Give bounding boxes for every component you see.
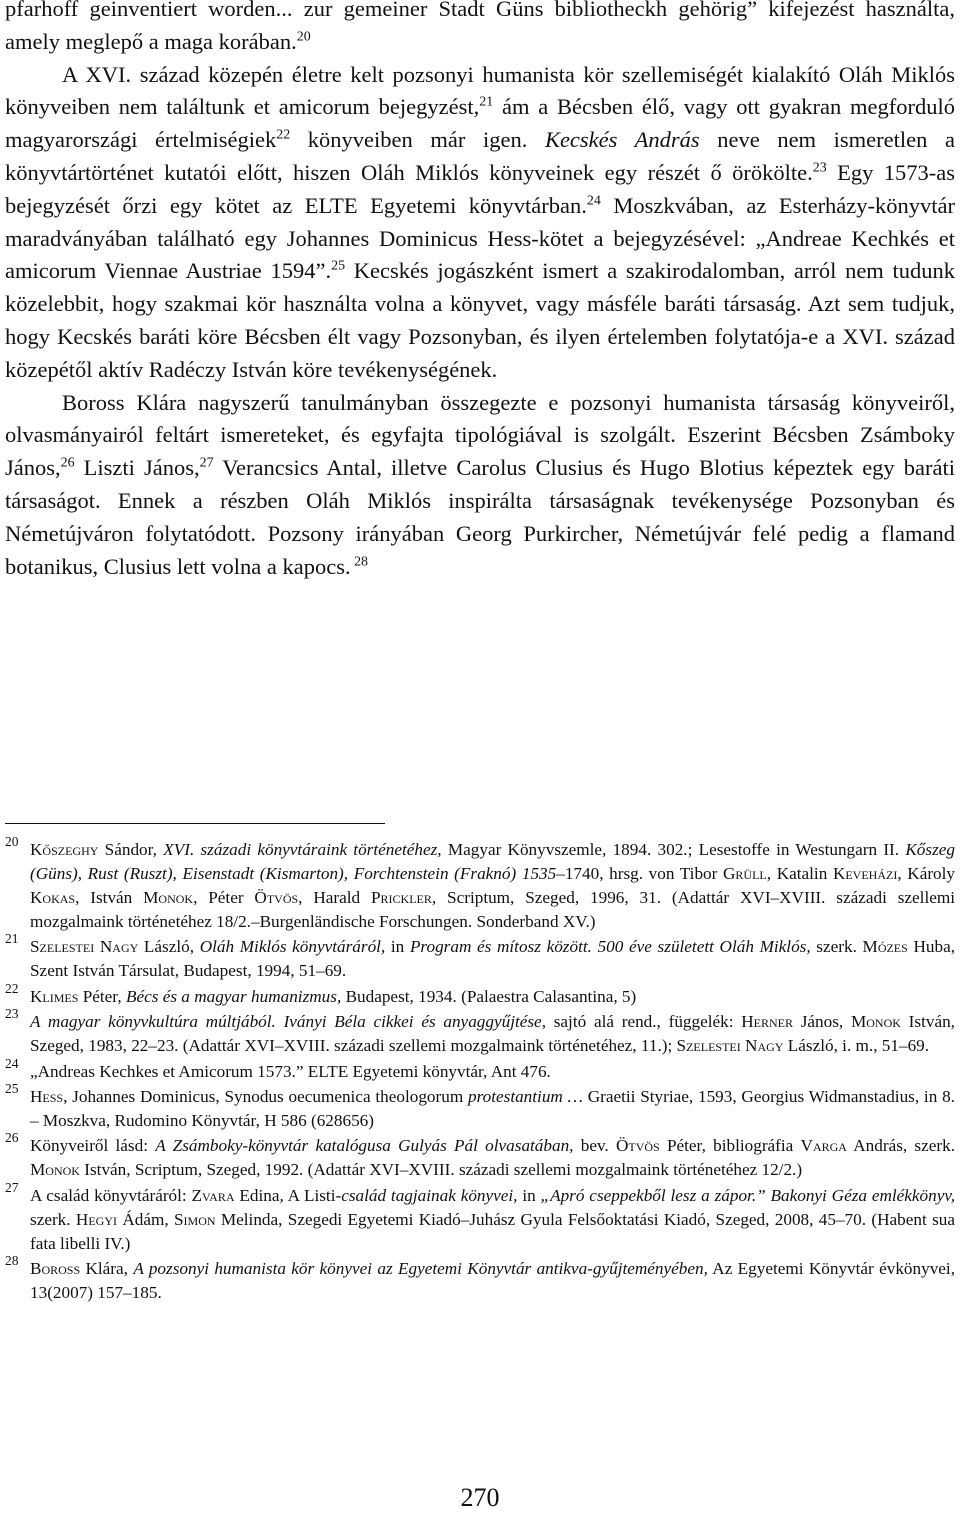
author-name: Zvara xyxy=(191,1185,235,1205)
text-run: Liszti János, xyxy=(74,455,200,481)
footnote-number: 28 xyxy=(5,1253,19,1269)
footnote-ref-28[interactable]: 28 xyxy=(350,553,369,569)
italic-title: protestantium … xyxy=(467,1087,583,1107)
text-run: Könyveiről lásd: xyxy=(30,1136,156,1156)
author-name: Hess xyxy=(30,1087,64,1107)
footnote-ref-23[interactable]: 23 xyxy=(812,160,827,176)
author-name: Monok xyxy=(850,1012,901,1032)
text-run: Péter, xyxy=(78,986,126,1006)
text-run: pfarhoff geinventiert worden... zur gemeiner Stadt Güns bibliotheckh gehörig” kifejezést használta, amely meglepő a maga korában. xyxy=(5,0,955,54)
paragraph-1 xyxy=(5,0,955,59)
footnote-number: 26 xyxy=(5,1130,19,1146)
footnote-23 xyxy=(5,1006,955,1058)
footnote-26 xyxy=(5,1130,955,1182)
text-run: Sándor, xyxy=(98,840,164,859)
text-run: szerk. xyxy=(30,1209,76,1229)
text-run: Boross Klára nagyszerű tanulmányban összegezte e pozsonyi humanista társaság könyveiről, olvasmányairól feltárt ismereteket, és egyfajta tipológiával is szolgált. Eszerint Bécsben Zsámboky János, xyxy=(5,389,955,481)
italic-title: „Apró cseppekből lesz a zápor.” Bakonyi Géza emlékkönyv, xyxy=(540,1185,956,1205)
footnote-number: 25 xyxy=(5,1081,19,1097)
footnote-27 xyxy=(5,1179,956,1256)
author-name: Hegyi xyxy=(75,1209,117,1229)
text-run: Ádám, xyxy=(116,1209,174,1229)
text-run: Magyar Könyvszemle, 1894. 302.; Lesestoffe in Westungarn II. xyxy=(441,840,906,859)
text-run: Péter, bibliográfia xyxy=(659,1136,801,1156)
italic-title: Oláh Miklós könyvtáráról, xyxy=(199,937,386,957)
text-run: in xyxy=(385,937,410,957)
footnote-ref-20[interactable]: 20 xyxy=(296,29,311,45)
text-run: , Károly xyxy=(897,863,956,883)
text-run: Edina, A Listi- xyxy=(234,1185,342,1205)
footnote-22 xyxy=(5,980,955,1009)
footnote-ref-24[interactable]: 24 xyxy=(586,193,601,209)
text-run: Kecskés jogászként ismert a szakirodalomban, arról nem tudunk közelebbit, hogy szakmai kör használta volna a könyvet, vagy másféle baráti társaság. Azt sem tudjuk, hogy Kecskés baráti köre Bécsben élt vagy Pozsonyban, és ilyen értelemben folytatója-e a XVI. század közepétől aktív Radéczy István köre tevékenységének. xyxy=(5,258,956,382)
text-run: István, Szeged, 1983, 22–23. (Adattár XVI–XVIII. századi szellemi mozgalmaink történetéhez, 11.); xyxy=(30,1012,955,1056)
footnote-24 xyxy=(5,1055,955,1084)
author-name: Klimes xyxy=(30,986,79,1006)
italic-title: A Zsámboky-könyvtár katalógusa Gulyás Pál olvasatában, xyxy=(155,1136,574,1156)
footnote-ref-25[interactable]: 25 xyxy=(331,258,346,274)
text-run: bev. xyxy=(573,1136,616,1156)
author-name: Keveházi xyxy=(832,863,898,883)
text-run: , István xyxy=(75,887,144,907)
text-run: szerk. xyxy=(810,937,863,957)
text-run: , Harald xyxy=(298,887,371,907)
footnotes xyxy=(5,834,956,1307)
main-text xyxy=(5,0,955,583)
text-run: in xyxy=(517,1185,541,1205)
footnote-ref-27[interactable]: 27 xyxy=(199,455,214,471)
text-run: Melinda, Szegedi Egyetemi Kiadó–Juhász Gyula Felsőoktatási Kiadó, Szeged, 2008, 45–70. (Habent sua fata libelli IV.) xyxy=(30,1209,955,1253)
footnote-number: 27 xyxy=(5,1179,19,1195)
author-name: Ötvös xyxy=(254,887,299,907)
text-run: Egy 1573-as bejegyzését őrzi egy kötet az ELTE Egyetemi könyvtárban. xyxy=(5,159,955,218)
text-run: László, xyxy=(138,937,200,957)
text-run: Klára, xyxy=(80,1259,134,1279)
text-run: neve nem ismeretlen a könyvtártörténet kutatói előtt, hiszen Oláh Miklós könyveinek egy részét ő örökölte. xyxy=(5,127,955,185)
text-run: János, xyxy=(793,1012,851,1032)
author-name: Mózes xyxy=(862,937,908,957)
text-run: László, i. m., 51–69. xyxy=(783,1036,930,1056)
italic-title: Bécs és a magyar humanizmus, xyxy=(125,986,342,1006)
author-name: Monok xyxy=(30,1160,80,1180)
author-name: Prickler xyxy=(370,887,432,907)
italic-title: A magyar könyvkultúra múltjából. Iványi Béla cikkei és anyaggyűjtése xyxy=(30,1012,542,1032)
footnote-number: 22 xyxy=(5,980,19,996)
text-run: , Katalin xyxy=(766,863,833,883)
author-name: Grüll xyxy=(723,863,767,883)
italic-title: Kőszeg (Güns), Rust (Ruszt), Eisenstadt (Kismarton), Forchtenstein (Fraknó) 1535 xyxy=(30,840,955,883)
author-name: Szelestei Nagy xyxy=(30,937,139,957)
paragraph-3 xyxy=(5,387,955,584)
italic-title: család tagjainak könyvei, xyxy=(341,1185,518,1205)
text-run: András, szerk. xyxy=(846,1136,955,1156)
italic-title: XVI. századi könyvtáraink történetéhez, xyxy=(163,840,442,859)
text-run: , Johannes Dominicus, Synodus oecumenica theologorum xyxy=(63,1087,468,1107)
footnote-number: 23 xyxy=(5,1006,19,1022)
text-run: „Andreas Kechkes et Amicorum 1573.” ELTE Egyetemi könyvtár, Ant 476. xyxy=(30,1061,551,1081)
text-run: A család könyvtáráról: xyxy=(30,1185,192,1205)
text-run: könyveiben már igen. xyxy=(290,127,545,153)
text-run: Huba, Szent István Társulat, Budapest, 1994, 51–69. xyxy=(30,937,956,981)
author-name: Kőszeghy xyxy=(30,840,99,859)
text-run: Az Egyetemi Könyvtár évkönyvei, 13(2007) 157–185. xyxy=(30,1259,956,1303)
footnote-ref-26[interactable]: 26 xyxy=(60,455,75,471)
italic-name: Kecskés András xyxy=(544,127,700,153)
author-name: Varga xyxy=(800,1136,847,1156)
text-run: ám a Bécsben élő, vagy ott gyakran megforduló magyarországi értelmiségiek xyxy=(5,94,955,153)
author-name: Monok xyxy=(143,887,194,907)
footnote-number: 20 xyxy=(5,834,19,849)
text-run: Verancsics Antal, illetve Carolus Clusius és Hugo Blotius képeztek egy baráti társaságot. Ennek a részben Oláh Miklós inspirálta társaságnak tevékenysége Pozsonyban és Németújváron folytatódott. Pozsony irányában Georg Purkircher, Németújvár felé pedig a flamand botanikus, Clusius lett volna a kapocs. xyxy=(5,455,956,579)
author-name: Herner xyxy=(741,1012,793,1032)
italic-title: Program és mítosz között. 500 éve született Oláh Miklós, xyxy=(409,937,811,957)
text-run: –1740, hrsg. von Tibor xyxy=(556,863,724,883)
text-run: István, Scriptum, Szeged, 1992. (Adattár XVI–XVIII. századi szellemi mozgalmaink történetéhez 12/2.) xyxy=(79,1160,803,1180)
footnote-28 xyxy=(5,1253,956,1305)
text-run: , sajtó alá rend., függelék: xyxy=(541,1012,742,1032)
text-run: , Péter xyxy=(193,887,255,907)
footnote-21 xyxy=(5,931,956,983)
author-name: Kokas xyxy=(30,887,76,907)
author-name: Boross xyxy=(30,1259,81,1279)
text-run: Moszkvában, az Esterházy-könyvtár maradványában található egy Johannes Dominicus Hess-kötet a bejegyzésével: „Andreae Kechkés et amicorum Viennae Austriae 1594”. xyxy=(5,192,956,284)
text-run: , Scriptum, Szeged, 1996, 31. (Adattár XVI–XVIII. századi szellemi mozgalmaink történetéhez 18/2.–Burgenländische Forschungen. Sonderband XV.) xyxy=(30,887,956,931)
footnote-25 xyxy=(5,1081,955,1133)
footnote-number: 24 xyxy=(5,1055,19,1071)
footnote-20 xyxy=(5,834,956,934)
footnote-ref-21[interactable]: 21 xyxy=(479,94,494,110)
author-name: Szelestei Nagy xyxy=(676,1036,784,1056)
page-number: 270 xyxy=(460,1483,500,1512)
author-name: Ötvös xyxy=(615,1136,660,1156)
footnote-ref-22[interactable]: 22 xyxy=(276,127,291,143)
italic-title: A pozsonyi humanista kör könyvei az Egyetemi Könyvtár antikva-gyűjteményében, xyxy=(133,1259,708,1279)
footnote-separator xyxy=(5,823,385,824)
text-run: Budapest, 1934. (Palaestra Calasantina, 5) xyxy=(341,986,637,1006)
footnote-number: 21 xyxy=(5,931,19,947)
paragraph-2 xyxy=(5,59,955,387)
text-run: A XVI. század közepén életre kelt pozsonyi humanista kör szellemiségét kialakító Oláh Miklós könyveiben nem találtunk et amicorum bejegyzést, xyxy=(5,61,955,120)
text-run: Graetii Styriae, 1593, Georgius Widmanstadius, in 8. – Moszkva, Rudomino Könyvtár, H 586 (628656) xyxy=(30,1087,955,1130)
author-name: Simon xyxy=(173,1209,216,1229)
